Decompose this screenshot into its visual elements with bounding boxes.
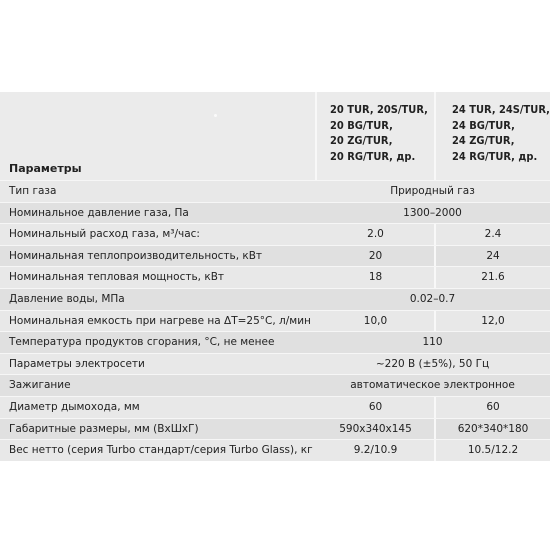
- table-row: [0, 439, 550, 461]
- table-row: [0, 202, 550, 224]
- row-value-model-2: 10.5/12.2: [467, 444, 519, 457]
- model-column-1-header: [330, 102, 428, 164]
- decorative-dot: [214, 114, 217, 117]
- model-line: 24 RG/TUR, др.: [452, 149, 538, 163]
- row-label: Номинальный расход газа, м³/час:: [9, 228, 200, 241]
- row-value-model-1: 18: [368, 271, 383, 284]
- table-body: [0, 180, 550, 461]
- table-row: [0, 418, 550, 440]
- model-line: 20 RG/TUR, др.: [330, 149, 416, 163]
- model-line: 20 ZG/TUR,: [330, 134, 393, 147]
- table-row: [0, 288, 550, 310]
- row-label: Вес нетто (серия Turbo стандарт/серия Turbo Glass), кг: [9, 444, 313, 457]
- row-label: Температура продуктов сгорания, °С, не менее: [9, 336, 275, 349]
- row-value-model-1: 10,0: [363, 314, 388, 327]
- table-row: [0, 180, 550, 202]
- model-line: 24 ZG/TUR,: [452, 134, 515, 147]
- table-row: [0, 396, 550, 418]
- model-line: 24 TUR, 24S/TUR,: [452, 103, 550, 116]
- row-value-shared: Природный газ: [390, 185, 475, 197]
- row-label: Диаметр дымохода, мм: [9, 400, 140, 413]
- params-title: Параметры: [9, 162, 82, 175]
- model-line: 20 TUR, 20S/TUR,: [330, 103, 428, 116]
- row-label: Габаритные размеры, мм (ВхШхГ): [9, 422, 199, 435]
- row-label: Тип газа: [9, 185, 57, 197]
- row-value-shared: 0.02–0.7: [409, 292, 456, 305]
- table-row: [0, 353, 550, 375]
- row-label: Параметры электросети: [9, 357, 145, 370]
- model-line: 20 BG/TUR,: [330, 118, 393, 132]
- model-column-2-header: [452, 102, 550, 164]
- table-row: [0, 245, 550, 267]
- row-value-model-1: 60: [368, 400, 383, 413]
- row-value-model-2: 24: [486, 249, 500, 262]
- row-value-model-2: 2.4: [484, 228, 502, 241]
- row-label: Давление воды, МПа: [9, 292, 125, 305]
- row-label: Номинальная тепловая мощность, кВт: [9, 271, 225, 284]
- row-label: Зажигание: [9, 379, 71, 392]
- row-value-model-1: 20: [368, 249, 383, 262]
- row-value-model-1: 590х340х145: [339, 422, 412, 435]
- row-value-shared: автоматическое электронное: [350, 379, 515, 392]
- row-value-model-2: 620*340*180: [457, 422, 529, 435]
- table-row: [0, 374, 550, 396]
- table-row: [0, 223, 550, 245]
- row-value-model-2: 21.6: [481, 271, 505, 284]
- row-label: Номинальная теплопроизводительность, кВт: [9, 249, 263, 262]
- row-value-shared: 110: [422, 336, 443, 349]
- table-row: [0, 266, 550, 288]
- table-row: [0, 310, 550, 332]
- row-value-shared: 1300–2000: [403, 206, 462, 219]
- model-line: 24 BG/TUR,: [452, 118, 515, 132]
- row-value-model-1: 2.0: [367, 228, 384, 241]
- row-value-model-2: 60: [486, 400, 500, 413]
- row-label: Номинальное давление газа, Па: [9, 206, 189, 219]
- header-divider: [434, 92, 436, 180]
- row-value-model-1: 9.2/10.9: [353, 444, 398, 457]
- spec-table: [0, 92, 550, 461]
- table-header: [0, 92, 550, 180]
- row-value-shared: ~220 В (±5%), 50 Гц: [375, 357, 490, 370]
- row-label: Номинальная емкость при нагреве на ΔT=25°C, л/мин: [9, 314, 311, 327]
- table-row: [0, 331, 550, 353]
- header-divider: [315, 92, 317, 180]
- row-value-model-2: 12,0: [481, 314, 505, 327]
